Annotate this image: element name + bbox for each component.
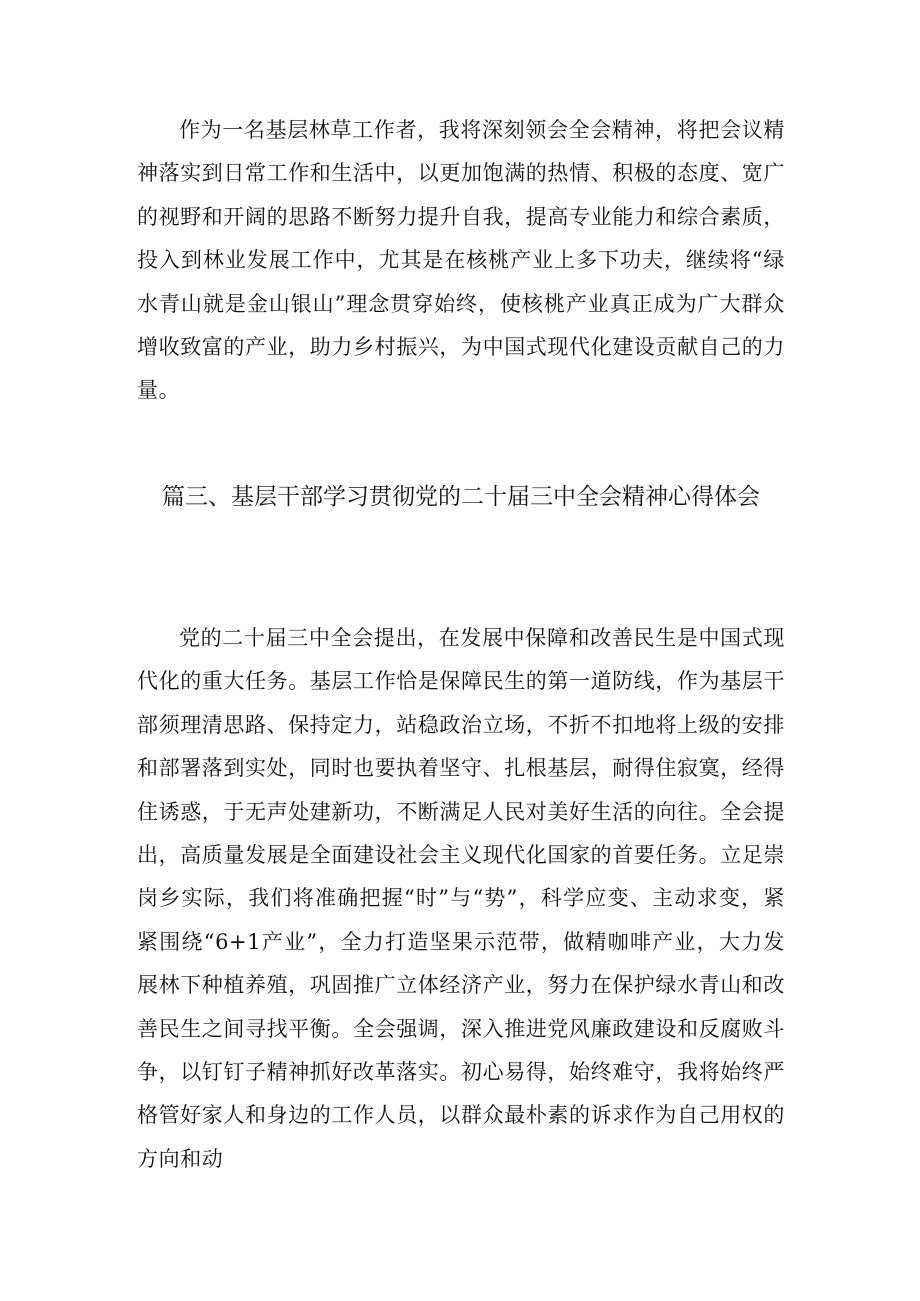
body-paragraph-1: 作为一名基层林草工作者，我将深刻领会全会精神，将把会议精神落实到日常工作和生活中，以更加饱满的热情、积极的态度、宽广的视野和开阔的思路不断努力提升自我，提高专业能力和综合素质，投入到林业发展工作中，尤其是在核桃产业上多下功夫，继续将“绿水青山就是金山银山”理念贯穿始终，使核桃产业真正成为广大群众增收致富的产业，助力乡村振兴，为中国式现代化建设贡献自己的力量。 bbox=[137, 118, 785, 403]
section-heading: 篇三、基层干部学习贯彻党的二十届三中全会精神心得体会 bbox=[162, 484, 760, 510]
body-paragraph-2: 党的二十届三中全会提出，在发展中保障和改善民生是中国式现代化的重大任务。基层工作恰是保障民生的第一道防线，作为基层干部须理清思路、保持定力，站稳政治立场，不折不扣地将上级的安排和部署落到实处，同时也要执着坚守、扎根基层，耐得住寂寞，经得住诱惑，于无声处建新功，不断满足人民对美好生活的向往。全会提出，高质量发展是全面建设社会主义现代化国家的首要任务。立足崇岗乡实际，我们将准确把握“时”与“势”，科学应变、主动求变，紧紧围绕“6+1产业”，全力打造坚果示范带，做精咖啡产业，大力发展林下种植养殖，巩固推广立体经济产业，努力在保护绿水青山和改善民生之间寻找平衡。全会强调，深入推进党风廉政建设和反腐败斗争，以钉钉子精神抓好改革落实。初心易得，始终难守，我将始终严格管好家人和身边的工作人员，以群众最朴素的诉求作为自己用权的方向和动 bbox=[137, 626, 785, 1171]
